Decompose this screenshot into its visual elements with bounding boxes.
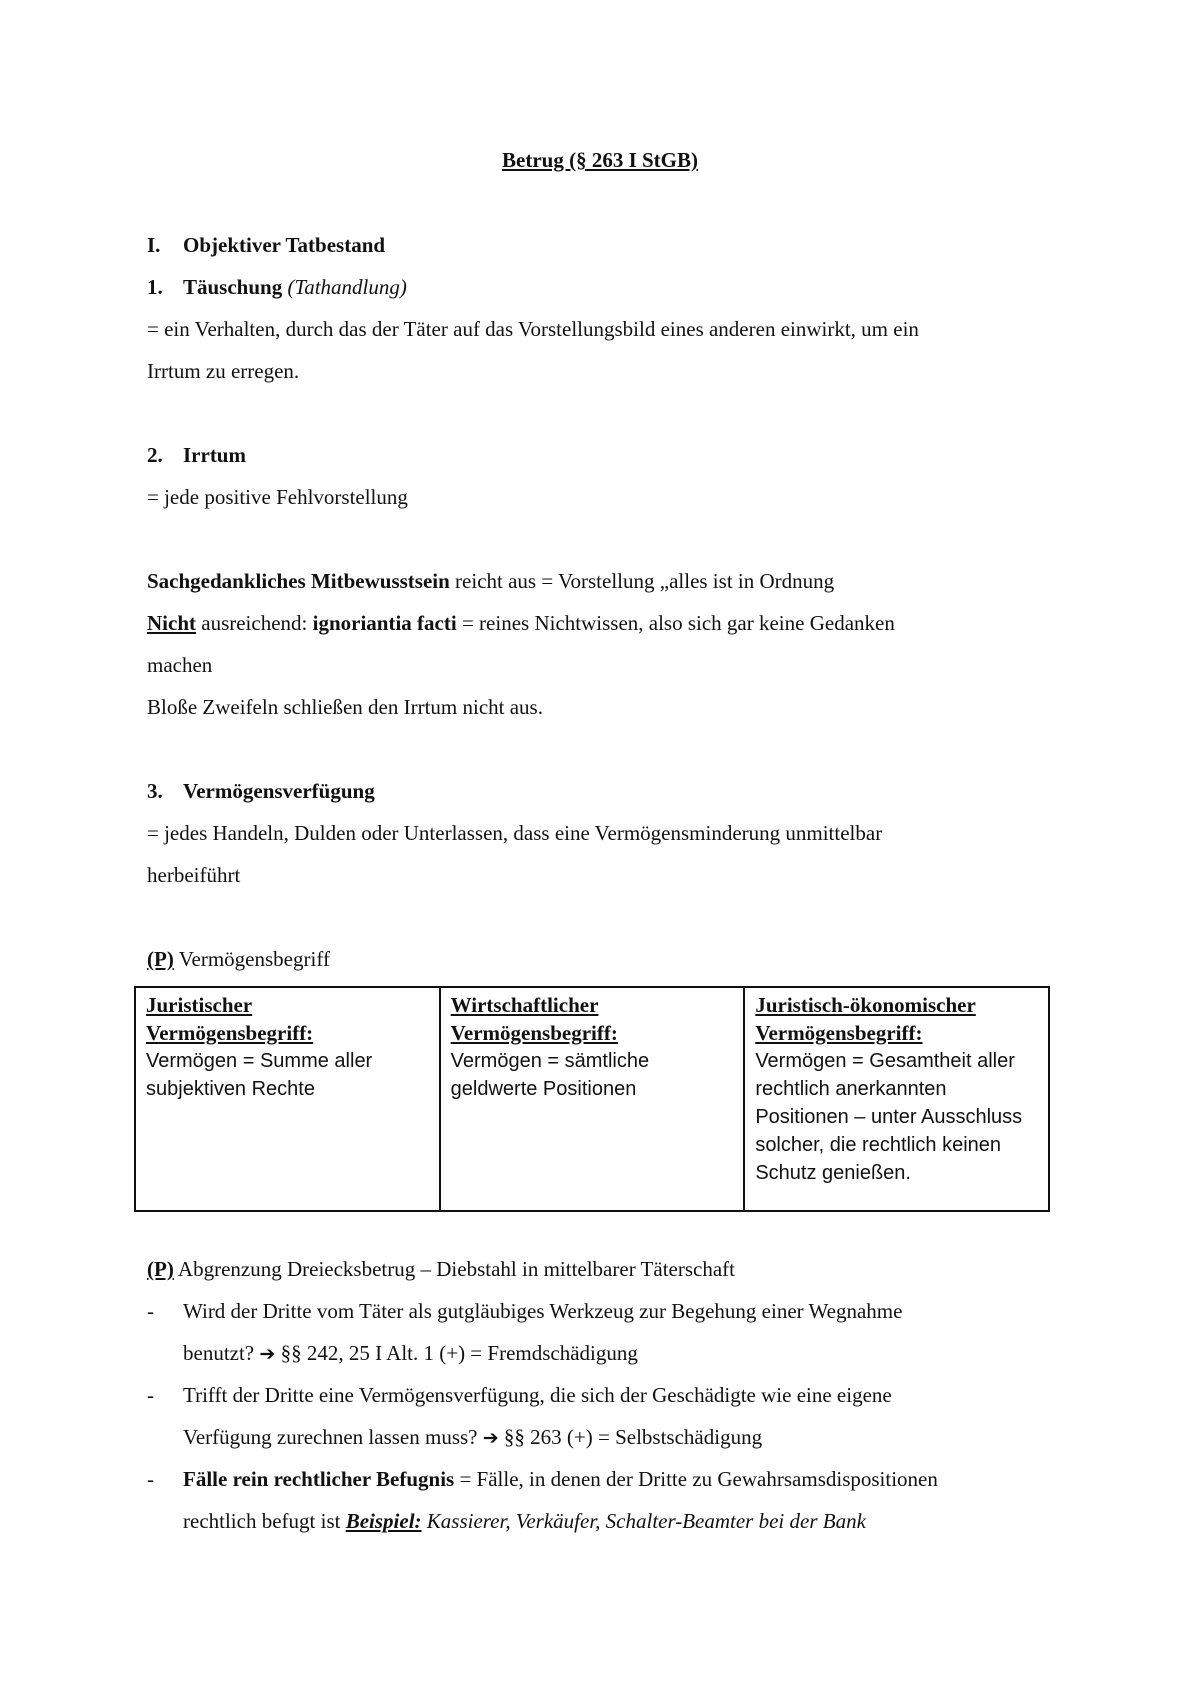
definition-verfuegung-line2: herbeiführt <box>147 863 241 887</box>
bullet2-line2 <box>183 1423 762 1452</box>
item-number: 1. <box>147 275 163 299</box>
definition-verfuegung-line1: = jedes Handeln, Dulden oder Unterlassen, dass eine Vermögensminderung unmittelbar <box>147 821 883 845</box>
bullet-dash: - <box>147 1383 154 1407</box>
problem-vermoegensbegriff <box>147 945 330 973</box>
item-number: 3. <box>147 779 163 803</box>
cell-heading: Wirtschaftlicher <box>450 993 599 1017</box>
bullet1-line2 <box>183 1339 638 1368</box>
examples-text: Kassierer, Verkäufer, Schalter-Beamter bei der Bank <box>421 1509 866 1533</box>
beispiel-label: Beispiel: <box>345 1509 422 1533</box>
definition-irrtum: = jede positive Fehlvorstellung <box>147 485 408 509</box>
item-label: Irrtum <box>183 443 246 467</box>
text: = Fälle, in denen der Dritte zu Gewahrsamsdispositionen <box>454 1467 938 1491</box>
term-text: reicht aus = Vorstellung „alles ist in Ordnung <box>449 569 835 593</box>
item-label: Vermögensverfügung <box>183 779 375 803</box>
term-bold: Fälle rein rechtlicher Befugnis <box>183 1467 455 1491</box>
item-sublabel: (Tathandlung) <box>287 275 407 299</box>
mitbewusstsein-line <box>147 567 834 595</box>
table-row <box>135 987 1049 1211</box>
nicht-ausreichend-line2: machen <box>147 653 213 677</box>
section-heading-objektiver-tatbestand <box>147 231 385 259</box>
bullet1-line1: Wird der Dritte vom Täter als gutgläubiges Werkzeug zur Begehung einer Wegnahme <box>183 1299 903 1323</box>
problem-tag: (P) <box>147 1257 174 1281</box>
bullet3-line1 <box>183 1465 938 1493</box>
definition-taeuschung-line2: Irrtum zu erregen. <box>147 359 300 383</box>
definition-taeuschung-line1: = ein Verhalten, durch das der Täter auf das Vorstellungsbild eines anderen einwirkt, um ein <box>147 317 919 341</box>
arrow-right-icon: ➔ <box>482 1427 499 1449</box>
zweifel-line: Bloße Zweifeln schließen den Irrtum nicht aus. <box>147 695 543 719</box>
cell-heading: Vermögensbegriff: <box>755 1021 923 1045</box>
problem-tag: (P) <box>147 947 174 971</box>
bullet3-line2 <box>183 1507 866 1535</box>
text: benutzt? <box>183 1341 260 1365</box>
problem-dreiecksbetrug <box>147 1255 735 1283</box>
cell-heading: Juristischer <box>146 993 253 1017</box>
cell-heading: Vermögensbegriff: <box>450 1021 618 1045</box>
text: rechtlich befugt ist <box>183 1509 346 1533</box>
cell-body: Vermögen = Gesamtheit aller rechtlich anerkannten Positionen – unter Ausschluss solcher, die rechtlich keinen Schutz genießen. <box>755 1050 1023 1184</box>
cell-body: Vermögen = Summe aller subjektiven Rechte <box>146 1050 373 1100</box>
bullet-dash: - <box>147 1467 154 1491</box>
problem-text: Vermögensbegriff <box>173 947 330 971</box>
nicht-ausreichend-line <box>147 609 895 637</box>
section-number: I. <box>147 233 161 257</box>
heading-vermoegensverfuegung <box>147 777 375 805</box>
table-cell-wirtschaftlich <box>440 987 745 1211</box>
nicht-underlined: Nicht <box>147 611 196 635</box>
text: §§ 242, 25 I Alt. 1 (+) = Fremdschädigung <box>275 1341 638 1365</box>
problem-text: Abgrenzung Dreiecksbetrug – Diebstahl in mittelbarer Täterschaft <box>173 1257 735 1281</box>
term-bold: ignoriantia facti <box>312 611 457 635</box>
heading-taeuschung <box>147 273 407 301</box>
section-label: Objektiver Tatbestand <box>183 233 386 257</box>
cell-body: Vermögen = sämtliche geldwerte Positionen <box>450 1050 650 1100</box>
term-bold: Sachgedankliches Mitbewusstsein <box>147 569 450 593</box>
arrow-right-icon: ➔ <box>259 1343 276 1365</box>
heading-irrtum <box>147 441 246 469</box>
text: = reines Nichtwissen, also sich gar keine Gedanken <box>456 611 895 635</box>
bullet-dash: - <box>147 1299 154 1323</box>
cell-heading: Juristisch-ökonomischer <box>755 993 976 1017</box>
text: Verfügung zurechnen lassen muss? <box>183 1425 483 1449</box>
item-label: Täuschung <box>183 275 283 299</box>
vermoegensbegriff-table <box>134 986 1050 1212</box>
text: §§ 263 (+) = Selbstschädigung <box>498 1425 763 1449</box>
table-cell-juristisch-oekonomisch <box>744 987 1049 1211</box>
cell-heading: Vermögensbegriff: <box>146 1021 314 1045</box>
table-cell-juristisch <box>135 987 440 1211</box>
bullet2-line1: Trifft der Dritte eine Vermögensverfügung, die sich der Geschädigte wie eine eigene <box>183 1383 892 1407</box>
item-number: 2. <box>147 443 163 467</box>
page-title: Betrug (§ 263 I StGB) <box>502 148 698 172</box>
text: ausreichend: <box>196 611 313 635</box>
